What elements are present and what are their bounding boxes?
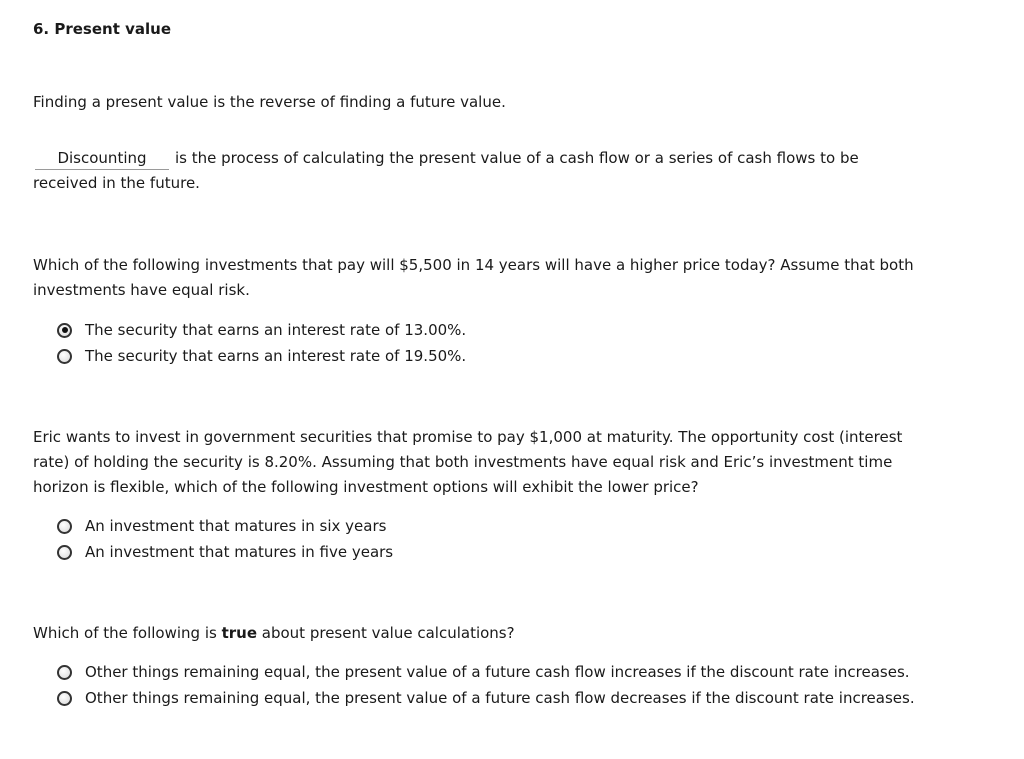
q1-option-2-label: The security that earns an interest rate of 19.50%. (85, 347, 467, 365)
question2-options (57, 513, 393, 565)
question-title: 6. Present value (33, 20, 171, 38)
q3-option-2-label: Other things remaining equal, the present value of a future cash flow decreases if the discount rate increases. (85, 689, 915, 707)
q2-option-2[interactable] (57, 539, 393, 565)
q2-option-1-label: An investment that matures in six years (85, 517, 387, 535)
radio-icon[interactable] (57, 665, 72, 680)
intro-text: Finding a present value is the reverse of finding a future value. (33, 93, 506, 111)
question3-emphasis: true (221, 624, 258, 642)
question2-text (33, 425, 902, 500)
sentence-rest: is the process of calculating the present value of a cash flow or a series of cash flows to be (175, 149, 859, 167)
q1-option-1[interactable] (57, 317, 466, 343)
q1-option-2[interactable] (57, 343, 466, 369)
question3-options (57, 659, 915, 711)
question3-text (33, 621, 515, 646)
radio-icon[interactable] (57, 691, 72, 706)
q3-option-1[interactable] (57, 659, 915, 685)
question2-line2: rate) of holding the security is 8.20%. Assuming that both investments have equal risk and Eric’s investment time (33, 453, 893, 471)
q3-option-1-label: Other things remaining equal, the present value of a future cash flow increases if the discount rate increases. (85, 663, 910, 681)
question1-line1: Which of the following investments that pay will $5,500 in 14 years will have a higher price today? Assume that both (33, 256, 914, 274)
q1-option-1-label: The security that earns an interest rate of 13.00%. (85, 321, 467, 339)
question3-prefix: Which of the following is (33, 624, 222, 642)
question3-suffix: about present value calculations? (257, 624, 515, 642)
question2-line3: horizon is flexible, which of the following investment options will exhibit the lower price? (33, 478, 699, 496)
radio-icon[interactable] (57, 349, 72, 364)
fill-blank-sentence (33, 146, 859, 196)
question1-text (33, 253, 914, 303)
q2-option-1[interactable] (57, 513, 393, 539)
sentence-line2: received in the future. (33, 174, 200, 192)
q3-option-2[interactable] (57, 685, 915, 711)
radio-icon[interactable] (57, 545, 72, 560)
radio-icon[interactable] (57, 519, 72, 534)
answer-dropdown[interactable]: Discounting (35, 147, 169, 170)
question1-line2: investments have equal risk. (33, 281, 250, 299)
q2-option-2-label: An investment that matures in five years (85, 543, 394, 561)
question2-line1: Eric wants to invest in government securities that promise to pay $1,000 at maturity. The opportunity cost (interest (33, 428, 903, 446)
question1-options (57, 317, 466, 369)
radio-selected-icon[interactable] (57, 323, 72, 338)
